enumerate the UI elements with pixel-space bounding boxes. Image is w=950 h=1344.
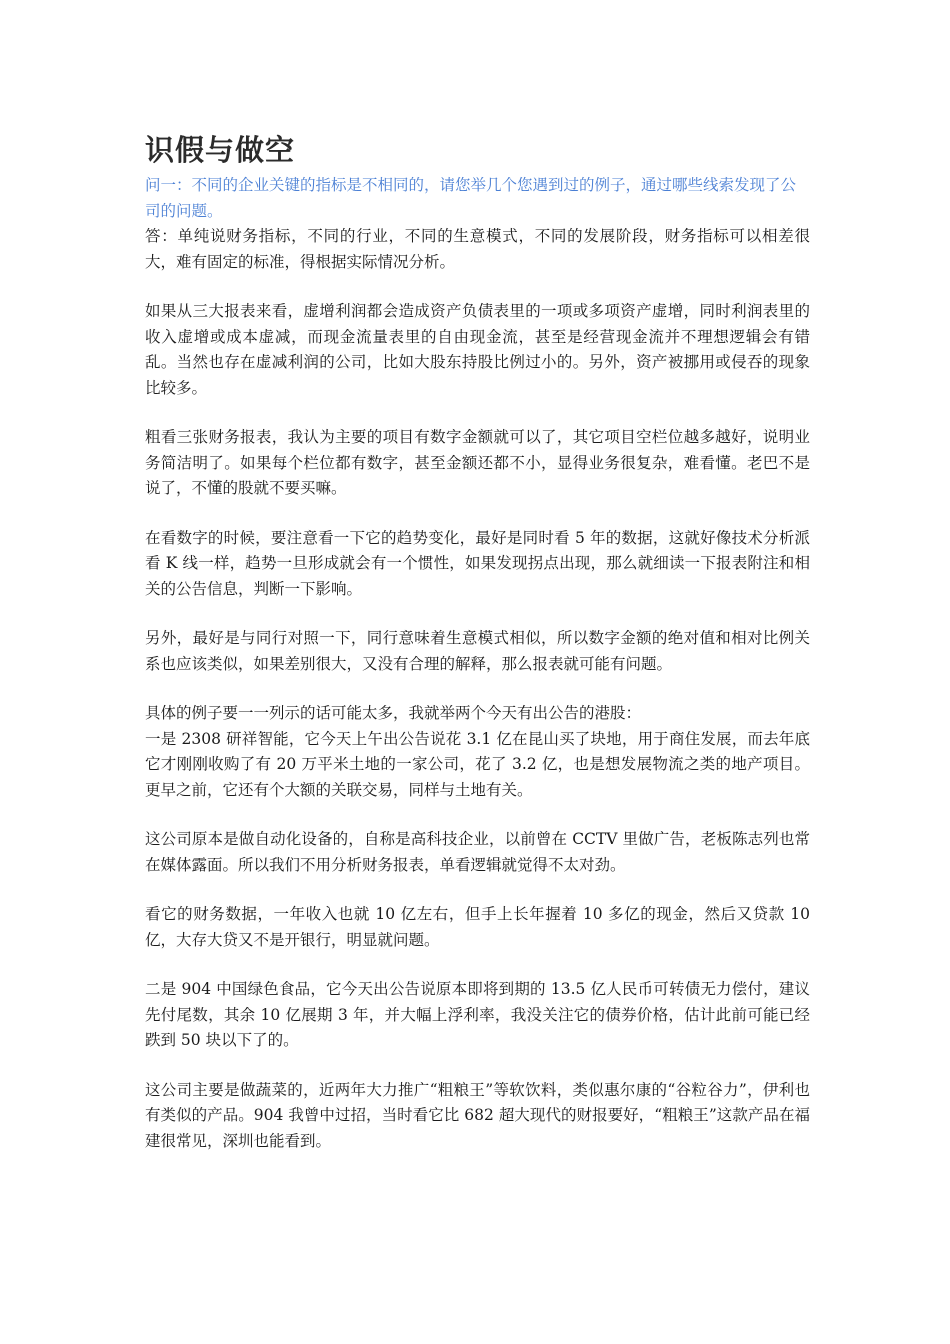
paragraph-rough-look: 粗看三张财务报表，我认为主要的项目有数字金额就可以了，其它项目空栏位越多越好，说明业务简洁明了。如果每个栏位都有数字，甚至金额还都不小，显得业务很复杂，难看懂。老巴不是说了，不懂的股就不要买嘛。 [145,428,810,497]
paragraph-gap [145,1054,810,1078]
paragraph-2308-background: 这公司原本是做自动化设备的，自称是高科技企业，以前曾在 CCTV 里做广告，老板陈志列也常在媒体露面。所以我们不用分析财务报表，单看逻辑就觉得不太对劲。 [145,830,810,874]
paragraph-gap [145,677,810,701]
paragraph-trend: 在看数字的时候，要注意看一下它的趋势变化，最好是同时看 5 年的数据，这就好像技术分析派看 K 线一样，趋势一旦形成就会有一个惯性，如果发现拐点出现，那么就细读一下报表附注和相关的公告信息，判断一下影响。 [145,528,810,598]
paragraph-gap [145,803,810,827]
paragraph-2308-financials: 看它的财务数据，一年收入也就 10 亿左右，但手上长年握着 10 多亿的现金，然后又贷款 10 亿，大存大贷又不是开银行，明显就问题。 [145,905,810,949]
paragraph-example-904: 二是 904 中国绿色食品，它今天出公告说原本即将到期的 13.5 亿人民币可转债无力偿付，建议先付尾数，其余 10 亿展期 3 年，并大幅上浮利率，我没关注它的债券价格，估计此前可能已经跌到 50 块以下了的。 [145,980,810,1049]
document-page [145,128,810,1154]
page-title: 识假与做空 [145,133,296,167]
paragraph-three-statements: 如果从三大报表来看，虚增利润都会造成资产负债表里的一项或多项资产虚增，同时利润表里的收入虚增或成本虚减，而现金流量表里的自由现金流，甚至是经营现金流并不理想逻辑会有错乱。当然也存在虚减利润的公司，比如大股东持股比例过小的。另外，资产被挪用或侵吞的现象比较多。 [145,302,810,397]
paragraph-examples-intro: 具体的例子要一一列示的话可能太多，我就举两个今天有出公告的港股： [145,704,642,722]
paragraph-example-2308: 一是 2308 研祥智能，它今天上午出公告说花 3.1 亿在昆山买了块地，用于商住发展，而去年底它才刚刚收购了有 20 万平米土地的一家公司，花了 3.2 亿，也是想发展物流之类的地产项目。更早之前，它还有个大额的关联交易，同样与土地有关。 [145,729,810,799]
paragraph-gap [145,953,810,977]
paragraph-gap [145,502,810,526]
paragraph-answer-intro: 答：单纯说财务指标，不同的行业，不同的生意模式，不同的发展阶段，财务指标可以相差很大，难有固定的标准，得根据实际情况分析。 [145,227,810,271]
paragraph-peer-compare: 另外，最好是与同行对照一下，同行意味着生意模式相似，所以数字金额的绝对值和相对比例关系也应该类似，如果差别很大，又没有合理的解释，那么报表就可能有问题。 [145,629,810,673]
paragraph-gap [145,401,810,425]
question-text: 问一：不同的企业关键的指标是不相同的，请您举几个您遇到过的例子，通过哪些线索发现了公司的问题。 [145,176,797,220]
paragraph-gap [145,275,810,299]
paragraph-gap [145,602,810,626]
paragraph-gap [145,878,810,902]
paragraph-904-background: 这公司主要是做蔬菜的，近两年大力推广“粗粮王”等软饮料，类似惠尔康的“谷粒谷力”，伊利也有类似的产品。904 我曾中过招，当时看它比 682 超大现代的财报要好，“粗粮王”这款产品在福建很常见，深圳也能看到。 [145,1080,810,1150]
